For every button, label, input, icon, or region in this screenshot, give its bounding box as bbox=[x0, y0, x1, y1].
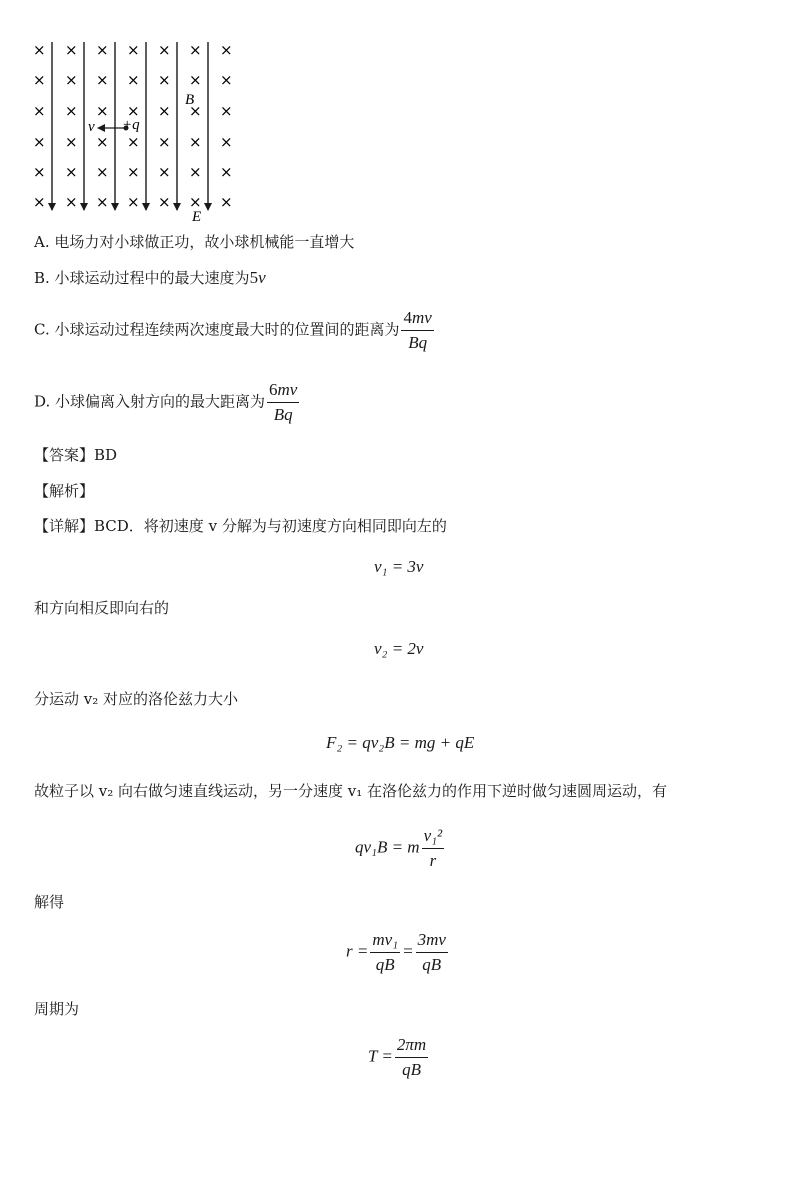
equation-v1: v₁ = 3v bbox=[374, 557, 424, 576]
field-cross: × bbox=[65, 71, 78, 89]
option-c-fraction: $\frac{4mv}{Bq}$ bbox=[403, 308, 432, 352]
field-cross: × bbox=[158, 71, 171, 89]
equation-radius-fraction-2: $\frac{3mv}{qB}$ bbox=[417, 930, 446, 974]
equation-period: T = $\frac{2\pi m}{qB}$ bbox=[368, 1035, 427, 1079]
detail-line-6: 周期为 bbox=[34, 1000, 80, 1018]
option-c bbox=[34, 308, 436, 353]
magnetic-field-label: B bbox=[185, 92, 195, 108]
field-cross: × bbox=[127, 193, 140, 211]
field-cross: × bbox=[220, 193, 233, 211]
field-cross: × bbox=[189, 133, 202, 151]
option-a: A. 电场力对小球做正功，故小球机械能一直增大 bbox=[34, 233, 355, 251]
field-cross: × bbox=[65, 163, 78, 181]
field-cross: × bbox=[96, 41, 109, 59]
detail-line-1: 【详解】BCD．将初速度 v 分解为与初速度方向相同即向左的 bbox=[34, 517, 447, 535]
field-cross: × bbox=[189, 102, 202, 120]
field-cross: × bbox=[189, 193, 202, 211]
field-cross: × bbox=[127, 102, 140, 120]
field-cross: × bbox=[158, 41, 171, 59]
field-cross: × bbox=[33, 133, 46, 151]
field-cross: × bbox=[33, 102, 46, 120]
field-cross: × bbox=[33, 163, 46, 181]
equation-lorentz: F₂ = qv₂B = mg + qE bbox=[326, 733, 475, 752]
equation-circular: qv₁B = m $\frac{\text{v₁²}}{r}$ bbox=[355, 826, 443, 870]
field-cross: × bbox=[158, 133, 171, 151]
field-cross: × bbox=[33, 71, 46, 89]
field-cross: × bbox=[33, 41, 46, 59]
field-cross: × bbox=[96, 102, 109, 120]
field-cross: × bbox=[220, 71, 233, 89]
field-cross: × bbox=[220, 133, 233, 151]
field-cross: × bbox=[65, 193, 78, 211]
electric-field-label: E bbox=[192, 209, 202, 225]
option-d-text: D. 小球偏离入射方向的最大距离为 bbox=[34, 392, 266, 411]
detail-line-3: 分运动 v₂ 对应的洛伦兹力大小 bbox=[34, 690, 239, 708]
field-cross: × bbox=[96, 163, 109, 181]
field-cross: × bbox=[189, 71, 202, 89]
field-cross: × bbox=[96, 133, 109, 151]
option-d bbox=[34, 380, 301, 425]
field-cross: × bbox=[189, 41, 202, 59]
equation-v2: v₂ = 2v bbox=[374, 639, 424, 658]
field-cross: × bbox=[127, 133, 140, 151]
field-cross: × bbox=[127, 71, 140, 89]
option-d-fraction: $\frac{6mv}{Bq}$ bbox=[269, 380, 298, 424]
charge-label: +q bbox=[122, 117, 140, 133]
field-cross: × bbox=[189, 163, 202, 181]
field-cross: × bbox=[220, 102, 233, 120]
equation-circular-fraction: $\frac{\text{v₁²}}{r}$ bbox=[423, 826, 443, 870]
field-cross: × bbox=[65, 133, 78, 151]
detail-line-5: 解得 bbox=[34, 893, 65, 911]
field-cross: × bbox=[220, 163, 233, 181]
equation-radius-fraction-1: $\frac{\text{mv₁}}{qB}$ bbox=[372, 930, 399, 974]
field-cross: × bbox=[127, 41, 140, 59]
option-b bbox=[34, 269, 266, 287]
option-b-value: 5v bbox=[249, 268, 266, 287]
analysis-heading: 【解析】 bbox=[34, 482, 95, 500]
equation-radius: r = $\frac{\text{mv₁}}{qB}$ = $\frac{3mv}{qB}$ bbox=[346, 930, 446, 974]
field-cross: × bbox=[158, 102, 171, 120]
answer-line: 【答案】BD bbox=[34, 446, 118, 464]
velocity-label: v bbox=[88, 119, 95, 135]
field-cross: × bbox=[127, 163, 140, 181]
field-cross: × bbox=[158, 193, 171, 211]
detail-line-4: 故粒子以 v₂ 向右做匀速直线运动，另一分速度 v₁ 在洛伦兹力的作用下逆时做匀速圆周运动，有 bbox=[34, 782, 668, 800]
equation-period-fraction: $\frac{2\pi m}{qB}$ bbox=[396, 1035, 427, 1079]
option-b-text: B. 小球运动过程中的最大速度为 bbox=[34, 269, 250, 287]
field-cross: × bbox=[65, 102, 78, 120]
detail-line-2: 和方向相反即向右的 bbox=[34, 599, 170, 617]
field-cross: × bbox=[65, 41, 78, 59]
field-cross: × bbox=[220, 41, 233, 59]
field-cross: × bbox=[33, 193, 46, 211]
field-cross: × bbox=[158, 163, 171, 181]
field-diagram bbox=[30, 40, 250, 225]
option-c-text: C. 小球运动过程连续两次速度最大时的位置间的距离为 bbox=[34, 320, 400, 339]
field-cross: × bbox=[96, 71, 109, 89]
field-cross: × bbox=[96, 193, 109, 211]
